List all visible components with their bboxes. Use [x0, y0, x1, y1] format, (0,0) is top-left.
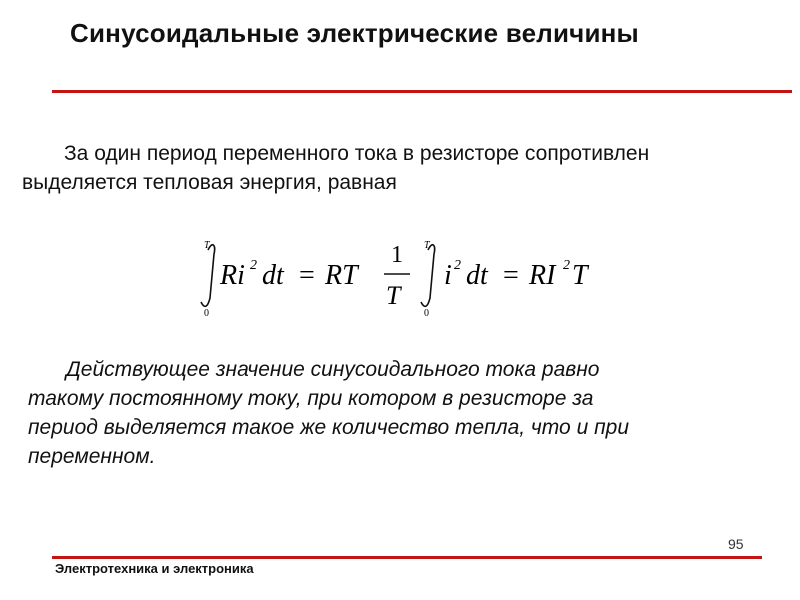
paragraph-line: период выделяется такое же количество тепла, что и при: [28, 416, 630, 439]
paragraph-line: такому постоянному току, при котором в резисторе за: [28, 387, 594, 410]
formula-term: dt: [262, 260, 284, 291]
integral-upper-limit: T: [424, 240, 430, 251]
formula-exponent: 2: [563, 258, 570, 273]
formula-term: T: [572, 260, 588, 291]
paragraph-line: переменном.: [28, 445, 156, 468]
integral-lower-limit: 0: [424, 308, 429, 319]
formula-exponent: 2: [250, 258, 257, 273]
formula-term: RT: [325, 260, 358, 291]
paragraph-heat-energy: [22, 139, 800, 197]
formula-equals: =: [299, 260, 315, 291]
integral-upper-limit: T: [204, 240, 210, 251]
fraction-numerator: 1: [391, 242, 403, 268]
formula-exponent: 2: [454, 258, 461, 273]
energy-formula: [196, 232, 606, 322]
integral-sign: [201, 245, 215, 307]
formula-term: Ri: [220, 260, 245, 291]
formula-equals: =: [503, 260, 519, 291]
integral-sign: [421, 245, 435, 307]
formula-term: i: [444, 260, 452, 291]
slide-title: Синусоидальные электрические величины: [70, 18, 639, 48]
paragraph-line: За один период переменного тока в резисторе сопротивлен: [64, 142, 650, 165]
fraction-denominator: T: [386, 281, 401, 310]
footer-divider: [52, 556, 762, 559]
integral-lower-limit: 0: [204, 308, 209, 319]
title-divider: [52, 90, 792, 93]
page-number: 95: [728, 536, 744, 552]
paragraph-line: Действующее значение синусоидального тока равно: [66, 358, 600, 381]
formula-term: dt: [466, 260, 488, 291]
formula-term: RI: [529, 260, 556, 291]
footer-course-title: Электротехника и электроника: [55, 561, 254, 576]
paragraph-line: выделяется тепловая энергия, равная: [22, 171, 397, 194]
paragraph-effective-value: [28, 355, 800, 471]
